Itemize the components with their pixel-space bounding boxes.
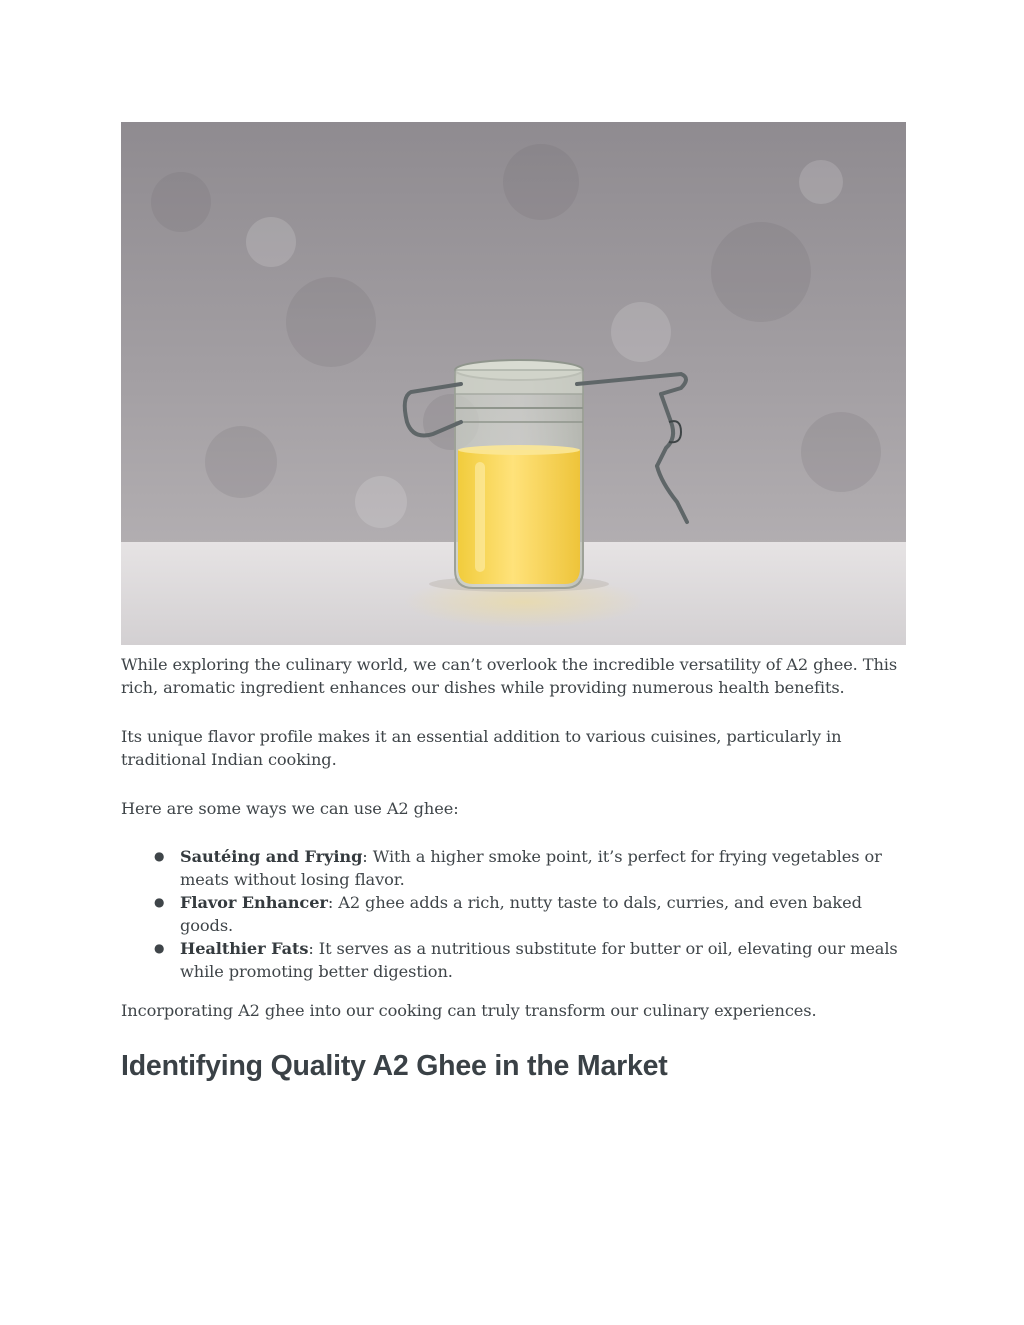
section-heading: Identifying Quality A2 Ghee in the Market — [121, 1050, 668, 1082]
ghee-jar-photo — [121, 122, 906, 645]
list-item-term: Healthier Fats — [180, 939, 309, 958]
flavor-paragraph: Its unique flavor profile makes it an essential addition to various cuisines, particularly in traditional Indian cooking. — [121, 727, 842, 769]
list-item — [121, 891, 907, 937]
closing-paragraph: Incorporating A2 ghee into our cooking can truly transform our culinary experiences. — [121, 1001, 817, 1020]
uses-lead-in: Here are some ways we can use A2 ghee: — [121, 799, 459, 818]
bullet-icon: ● — [154, 895, 165, 909]
list-item-term: Sautéing and Frying — [180, 847, 363, 866]
uses-list — [121, 845, 907, 983]
document-page — [121, 122, 907, 1084]
bullet-icon: ● — [154, 849, 165, 863]
list-item-text: : It serves as a nutritious substitute for butter or oil, elevating our meals while promoting better digestion. — [180, 939, 898, 981]
intro-paragraph: While exploring the culinary world, we can’t overlook the incredible versatility of A2 ghee. This rich, aromatic ingredient enhances our dishes while providing numerous health benefits. — [121, 655, 898, 697]
list-item — [121, 937, 907, 983]
bullet-icon: ● — [154, 941, 165, 955]
list-item — [121, 845, 907, 891]
list-item-text: : With a higher smoke point, it’s perfect for frying vegetables or meats without losing flavor. — [180, 847, 882, 889]
list-item-term: Flavor Enhancer — [180, 893, 328, 912]
list-item-text: : A2 ghee adds a rich, nutty taste to dals, curries, and even baked goods. — [180, 893, 862, 935]
